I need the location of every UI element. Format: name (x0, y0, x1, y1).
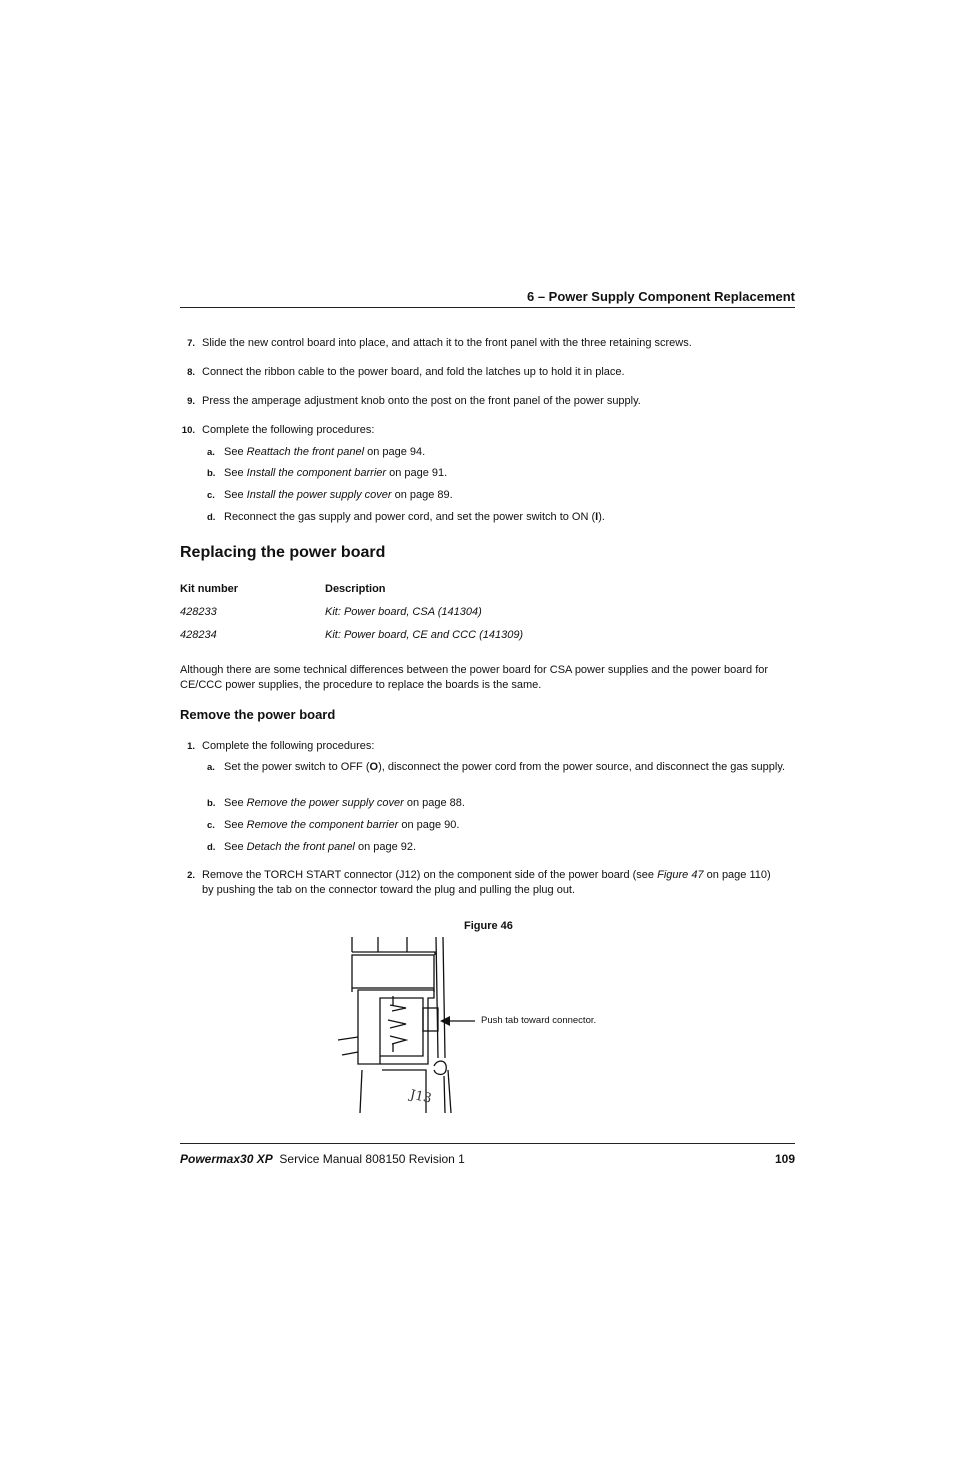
subsection-title: Remove the power board (180, 707, 336, 722)
substep-text: See (224, 446, 247, 458)
table-cell: 428233 (180, 606, 217, 618)
table-header: Kit number (180, 583, 239, 595)
substep-text: ). (598, 511, 605, 523)
cross-reference-link[interactable]: Figure 47 (657, 869, 704, 881)
substep-text: See (224, 819, 247, 831)
substep-letter: a. (207, 447, 215, 458)
cross-reference-link[interactable]: Reattach the front panel (246, 446, 365, 458)
step-text: Complete the following procedures: (202, 424, 375, 436)
section-title: Replacing the power board (180, 544, 386, 561)
step-number: 1. (187, 741, 195, 752)
substep-letter: a. (207, 762, 215, 773)
step-number: 2. (187, 870, 195, 881)
substep-text: See (224, 489, 247, 501)
cross-reference-link[interactable]: Detach the front panel (246, 841, 355, 853)
product-name: Powermax30 XP (180, 1152, 273, 1166)
manual-info: Service Manual 808150 Revision 1 (279, 1152, 465, 1166)
header-rule (180, 307, 795, 308)
step-text: Remove the TORCH START connector (J12) on the component side of the power board (see (202, 869, 658, 881)
footer-text (180, 1152, 465, 1166)
table-header: Description (325, 583, 386, 595)
substep-text: See (224, 841, 247, 853)
footer-rule (180, 1143, 795, 1144)
substep-text: Set the power switch to OFF ( (224, 761, 370, 773)
table-cell: 428234 (180, 629, 217, 641)
switch-symbol: I (595, 511, 599, 523)
step-number: 7. (187, 338, 195, 349)
chapter-header: 6 – Power Supply Component Replacement (527, 289, 795, 304)
body-paragraph: Although there are some technical differences between the power board for CSA power supplies and the power board for CE/CCC power supplies, the procedure to replace the boards is the same. (180, 664, 769, 691)
substep-text: on page 88. (403, 797, 465, 809)
substep-letter: b. (207, 798, 216, 809)
cross-reference-link[interactable]: Install the component barrier (246, 467, 387, 479)
figure-callout: Push tab toward connector. (481, 1015, 597, 1026)
substep-text: on page 89. (391, 489, 453, 501)
substep-letter: d. (207, 512, 216, 523)
substep-text: on page 90. (398, 819, 460, 831)
substep-letter: c. (207, 490, 215, 501)
substep-text: on page 91. (386, 467, 448, 479)
step-text: Connect the ribbon cable to the power board, and fold the latches up to hold it in place. (202, 366, 625, 378)
step-text: on page 110) by pushing the tab on the connector toward the plug and pulling the plug out. (202, 869, 771, 896)
substep-text: See (224, 797, 247, 809)
page-number: 109 (774, 1152, 795, 1166)
step-text: Press the amperage adjustment knob onto the post on the front panel of the power supply. (202, 395, 641, 407)
substep-letter: c. (207, 820, 215, 831)
board-label: J13 (408, 1087, 433, 1107)
step-number: 10. (181, 425, 195, 436)
step-number: 8. (187, 367, 195, 378)
substep-text: ), disconnect the power cord from the power source, and disconnect the gas supply. (378, 761, 786, 773)
substep-text: See (224, 467, 247, 479)
substep-text: on page 94. (364, 446, 426, 458)
cross-reference-link[interactable]: Install the power supply cover (246, 489, 392, 501)
substep-letter: b. (207, 468, 216, 479)
substep-text: on page 92. (354, 841, 417, 853)
cross-reference-link[interactable]: Remove the component barrier (246, 819, 399, 831)
step-text: Slide the new control board into place, and attach it to the front panel with the three retaining screws. (202, 337, 692, 349)
table-cell: Kit: Power board, CE and CCC (141309) (325, 629, 524, 641)
figure-label: Figure 46 (464, 920, 513, 932)
step-text: Complete the following procedures: (202, 740, 375, 752)
table-cell: Kit: Power board, CSA (141304) (325, 606, 482, 618)
switch-symbol: O (369, 761, 379, 773)
cross-reference-link[interactable]: Remove the power supply cover (246, 797, 404, 809)
substep-text: Reconnect the gas supply and power cord, and set the power switch to ON ( (224, 511, 596, 523)
substep-letter: d. (207, 842, 216, 853)
step-number: 9. (187, 396, 195, 407)
